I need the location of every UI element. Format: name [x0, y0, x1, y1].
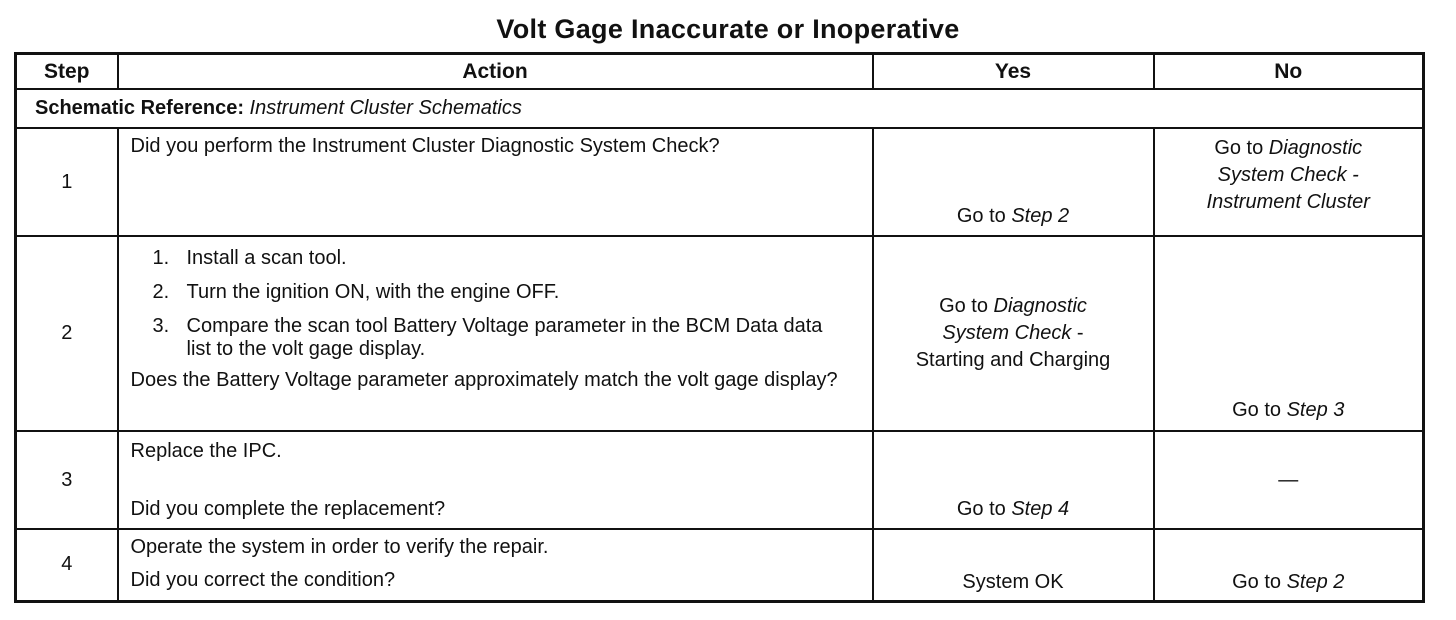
goto-link[interactable]: System Check [942, 322, 1072, 344]
goto-link[interactable]: System Check - [1217, 164, 1359, 186]
header-row [16, 54, 1424, 90]
page-title: Volt Gage Inaccurate or Inoperative [496, 14, 960, 44]
step-number: 3 [16, 431, 118, 529]
goto-link[interactable]: Step 2 [1286, 570, 1345, 593]
no-cell [1154, 128, 1424, 236]
table-row [16, 529, 1424, 601]
action-cell [118, 236, 873, 431]
no-goto [1155, 135, 1423, 216]
action-cell [118, 431, 873, 529]
header-no: No [1154, 54, 1424, 90]
goto-prefix: Go to [956, 205, 1006, 227]
no-cell [1154, 431, 1424, 529]
yes-goto [874, 498, 1153, 521]
substep-list [119, 247, 872, 361]
yes-goto [874, 293, 1153, 374]
substep-text: Compare the scan tool Battery Voltage parameter in the BCM Data data list to the volt gage display. [186, 315, 823, 360]
goto-prefix: Go to [1232, 399, 1282, 421]
header-yes: Yes [873, 54, 1154, 90]
yes-cell [873, 529, 1154, 601]
no-cell [1154, 236, 1424, 431]
header-action: Action [118, 54, 873, 90]
question-text: Does the Battery Voltage parameter approximately match the volt gage display? [130, 369, 838, 391]
schematic-reference-label: Schematic Reference: [35, 97, 244, 119]
action-text: Replace the IPC. [130, 440, 282, 462]
yes-value: System OK [962, 570, 1064, 593]
table-row [16, 128, 1424, 236]
yes-cell [873, 431, 1154, 529]
action-text: Operate the system in order to verify the repair. [130, 536, 549, 558]
substep-text: Install a scan tool. [186, 247, 347, 269]
question-text: Did you correct the condition? [130, 569, 396, 591]
diagnostic-table [14, 52, 1425, 603]
yes-goto [874, 205, 1153, 228]
header-step: Step [16, 54, 118, 90]
goto-prefix: Go to [1232, 570, 1282, 593]
goto-prefix: Go to [956, 498, 1006, 520]
schematic-reference [16, 89, 1424, 128]
substep-number: 3. [152, 315, 170, 337]
goto-link[interactable]: Diagnostic [993, 295, 1087, 317]
no-cell [1154, 529, 1424, 601]
step-number: 1 [16, 128, 118, 236]
question-text: Did you complete the replacement? [130, 498, 446, 520]
list-item [119, 281, 872, 304]
step-number: 4 [16, 529, 118, 601]
list-item [119, 315, 872, 361]
table-row [16, 431, 1424, 529]
action-text: Did you perform the Instrument Cluster Diagnostic System Check? [130, 135, 720, 157]
substep-number: 2. [152, 281, 170, 303]
goto-suffix: - [1076, 322, 1084, 344]
goto-text: Starting and Charging [915, 349, 1111, 371]
no-goto [1155, 399, 1423, 422]
yes-cell [873, 236, 1154, 431]
step-number: 2 [16, 236, 118, 431]
action-cell [118, 529, 873, 601]
goto-link[interactable]: Step 4 [1011, 498, 1070, 520]
goto-prefix: Go to [939, 295, 988, 317]
table-row [16, 236, 1424, 431]
goto-link[interactable]: Instrument Cluster [1206, 191, 1370, 213]
no-goto [1155, 571, 1423, 594]
substep-text: Turn the ignition ON, with the engine OFF. [186, 281, 560, 303]
action-cell [118, 128, 873, 236]
substep-number: 1. [152, 247, 170, 269]
yes-cell [873, 128, 1154, 236]
schematic-reference-row [16, 89, 1424, 128]
goto-prefix: Go to [1214, 137, 1264, 159]
no-value: — [1278, 468, 1299, 491]
goto-link[interactable]: Diagnostic [1268, 137, 1363, 159]
list-item [119, 247, 872, 270]
goto-link[interactable]: Step 3 [1286, 399, 1345, 421]
schematic-reference-link[interactable]: Instrument Cluster Schematics [249, 97, 522, 119]
goto-link[interactable]: Step 2 [1011, 205, 1070, 227]
